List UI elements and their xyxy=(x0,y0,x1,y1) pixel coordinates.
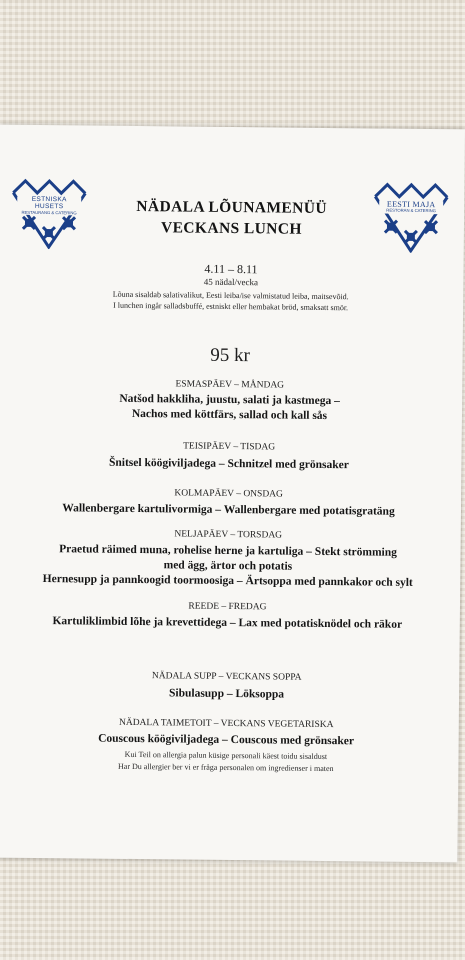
dish-line: Praetud räimed muna, rohelise herne ja kartuliga – Stekt strömming xyxy=(59,543,397,559)
menu-dates: 4.11 – 8.11 xyxy=(204,261,258,277)
logo-estniska-huset xyxy=(9,177,90,250)
soup-dish: Sibulasupp – Löksoppa xyxy=(168,687,285,701)
allergy-note-swedish: Har Du allergier ber vi er fråga personalen om ingredienser i maten xyxy=(117,761,334,774)
dish-line: Šnitsel köögiviljadega – Schnitzel med grönsaker xyxy=(108,456,349,472)
dish-line: Hernesupp ja pannkoogid toormoosiga – Ärtsoppa med pannkakor och sylt xyxy=(42,573,413,589)
menu-titles xyxy=(89,196,374,241)
dish-line: Nachos med köttfärs, sallad och kall sås xyxy=(131,407,328,423)
intro-estonian: Lõuna sisaldab salativalikut, Eesti leiba/ise valmistatud leiba, maitsevõid. xyxy=(112,289,349,302)
allergy-note-estonian: Kui Teil on allergia palun küsige personali käest toidu sisaldust xyxy=(124,749,328,762)
logo-eesti-maja xyxy=(371,180,452,253)
day-label-monday: ESMASPÄEV – MÅNDAG xyxy=(175,379,285,391)
menu-sheet xyxy=(0,125,465,863)
dish-line: Wallenbergare kartulivormiga – Wallenbergare med potatisgratäng xyxy=(62,502,395,518)
title-swedish: VECKANS LUNCH xyxy=(160,219,302,238)
logo-name: EESTI MAJA xyxy=(386,199,436,210)
heart-cross-stitch-icon xyxy=(371,180,452,253)
intro-swedish: I lunchen ingår salladsbuffé, estniskt eller hembakat bröd, smaksatt smör. xyxy=(113,300,349,313)
menu-price: 95 kr xyxy=(210,344,250,367)
logo-text xyxy=(17,197,81,216)
menu-week: 45 nädal/vecka xyxy=(203,276,259,288)
dish-line: med ägg, ärtor och potatis xyxy=(163,559,293,573)
day-label-thursday: NELJAPÄEV – TORSDAG xyxy=(174,529,283,541)
vegetarian-label: NÄDALA TAIMETOIT – VECKANS VEGETARISKA xyxy=(118,717,334,731)
logo-text xyxy=(379,201,443,214)
day-label-friday: REEDE – FREDAG xyxy=(188,601,267,613)
vegetarian-dish: Couscous köögiviljadega – Couscous med grönsaker xyxy=(98,732,355,748)
dish-line: Natšod hakkliha, juustu, salati ja kastmega – xyxy=(119,392,340,408)
day-label-tuesday: TEISIPÄEV – TISDAG xyxy=(183,441,276,453)
day-label-wednesday: KOLMAPÄEV – ONSDAG xyxy=(174,488,283,500)
logo-name: ESTNISKA HUSETS xyxy=(31,195,67,211)
logo-subtitle: RESTAURANG & CATERING xyxy=(21,209,77,216)
soup-label: NÄDALA SUPP – VECKANS SOPPA xyxy=(151,671,302,683)
dish-line: Kartuliklimbid lõhe ja krevettidega – Lax med potatisknödel och räkor xyxy=(52,615,403,631)
logo-subtitle: RESTORAN & CATERING xyxy=(386,208,436,214)
title-estonian: NÄDALA LÕUNAMENÜÜ xyxy=(136,197,328,217)
